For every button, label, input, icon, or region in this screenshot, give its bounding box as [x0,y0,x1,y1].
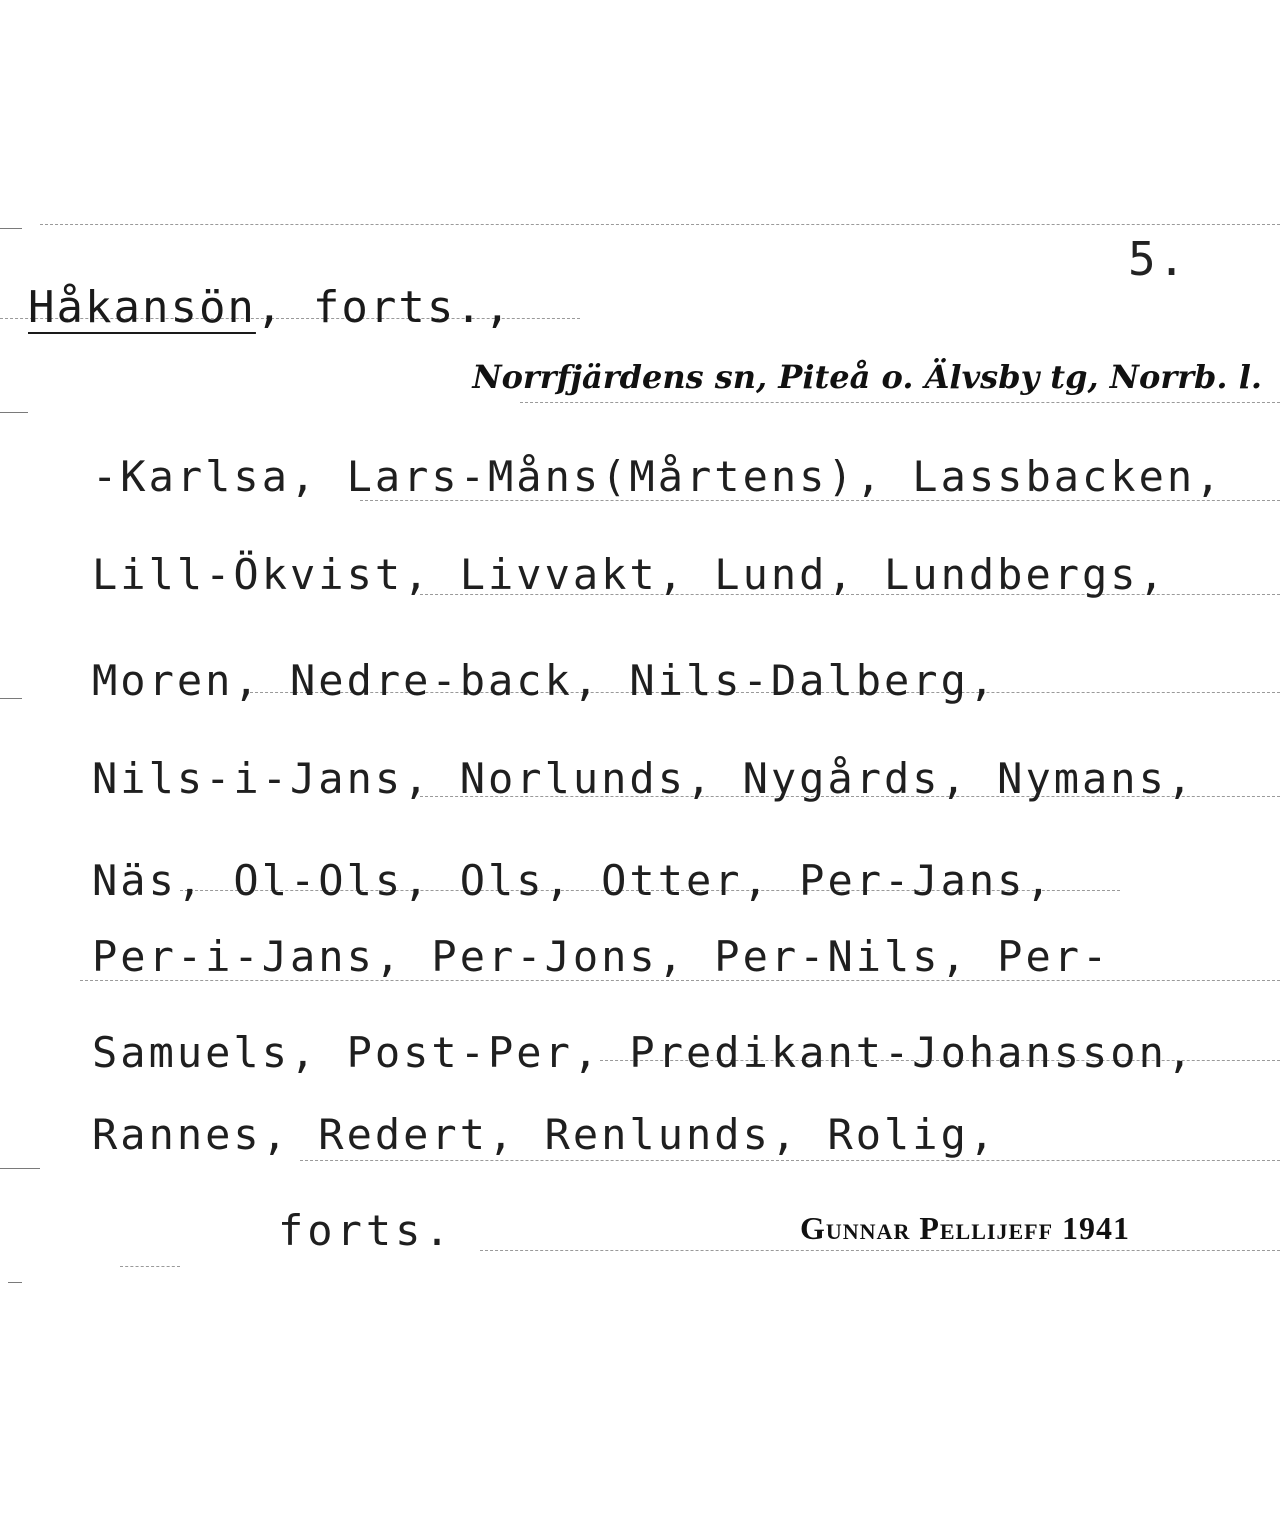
continued-note: forts. [278,1206,454,1255]
ruled-line [0,228,22,229]
ruled-line [40,224,1280,225]
card-number: 5. [1128,232,1188,286]
ruled-line [480,1250,1280,1251]
heading-name: Håkansön [28,282,256,333]
signature-stamp: Gunnar Pellijeff 1941 [800,1210,1131,1246]
name-line: -Karlsa, Lars-Måns(Mårtens), Lassbacken, [92,452,1224,501]
name-line: Moren, Nedre-back, Nils-Dalberg, [92,656,998,705]
name-line: Lill-Ökvist, Livvakt, Lund, Lundbergs, [92,550,1167,599]
name-line: Näs, Ol-Ols, Ols, Otter, Per-Jans, [92,856,1054,905]
ruled-line [300,1160,1280,1161]
ruled-line [0,412,28,413]
ruled-line [520,402,1280,403]
ruled-line [8,1282,22,1283]
card-heading [28,282,512,333]
ruled-line [120,1266,180,1267]
place-stamp: Norrfjärdens sn, Piteå o. Älvsby tg, Norrb. l. [472,358,1262,396]
name-line: Per-i-Jans, Per-Jons, Per-Nils, Per- [92,932,1111,981]
name-line: Samuels, Post-Per, Predikant-Johansson, [92,1028,1196,1077]
name-line: Nils-i-Jans, Norlunds, Nygårds, Nymans, [92,754,1196,803]
heading-suffix: , forts., [255,282,513,333]
name-line: Rannes, Redert, Renlunds, Rolig, [92,1110,998,1159]
ruled-line [0,1168,40,1169]
ruled-line [0,698,22,699]
